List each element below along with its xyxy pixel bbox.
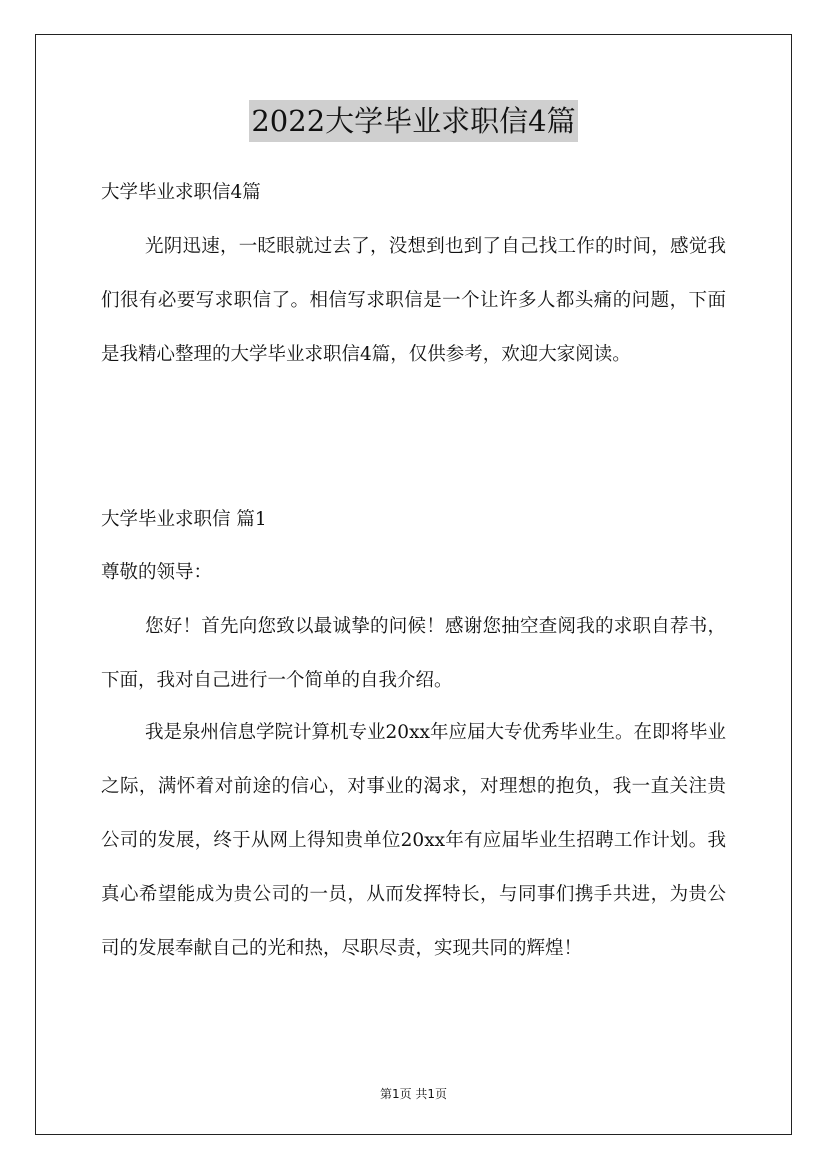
document-title: 2022大学毕业求职信4篇 <box>249 100 577 142</box>
salutation: 尊敬的领导： <box>101 562 213 583</box>
document-subtitle: 大学毕业求职信4篇 <box>101 182 261 203</box>
body-paragraph-2: 我是泉州信息学院计算机专业20xx年应届大专优秀毕业生。在即将毕业之际，满怀着对前途的信心，对事业的渴求，对理想的抱负，我一直关注贵公司的发展，终于从网上得知贵单位20xx年有应届毕业生招聘工作计划。我真心希望能成为贵公司的一员，从而发挥特长，与同事们携手共进，为贵公司的发展奉献自己的光和热，尽职尽责，实现共同的辉煌！ <box>101 722 726 959</box>
page-footer: 第1页 共1页 <box>379 1087 448 1101</box>
title-container <box>0 100 827 142</box>
section-heading: 大学毕业求职信 篇1 <box>101 509 267 530</box>
intro-paragraph: 光阴迅速，一眨眼就过去了，没想到也到了自己找工作的时间，感觉我们很有必要写求职信了。相信写求职信是一个让许多人都头痛的问题，下面是我精心整理的大学毕业求职信4篇，仅供参考，欢迎大家阅读。 <box>101 236 726 365</box>
body-paragraph-1: 您好！首先向您致以最诚挚的问候！感谢您抽空查阅我的求职自荐书，下面，我对自己进行一个简单的自我介绍。 <box>101 616 726 691</box>
